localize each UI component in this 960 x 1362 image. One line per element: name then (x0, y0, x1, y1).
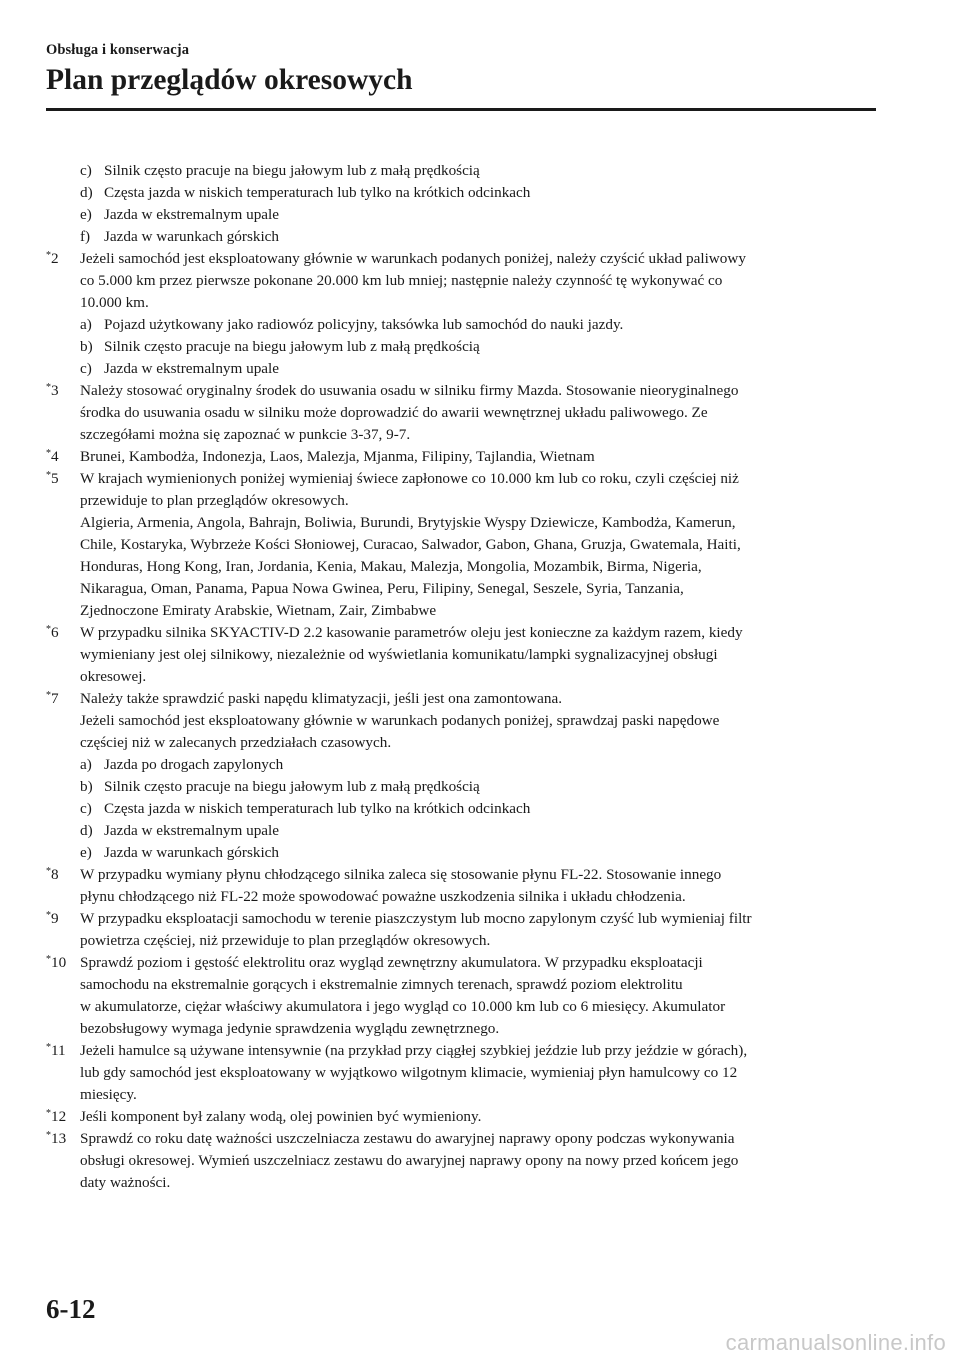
footnote-line: W przypadku eksploatacji samochodu w terenie piaszczystym lub mocno zapylonym czyść lub wymieniaj filtr (80, 910, 752, 927)
footnote-line: Algieria, Armenia, Angola, Bahrajn, Boliwia, Burundi, Brytyjskie Wyspy Dziewicze, Kambodża, Kamerun, (80, 514, 736, 531)
sub-item-text: Jazda po drogach zapylonych (104, 756, 284, 773)
footnote-marker (46, 248, 80, 314)
footnote (46, 380, 876, 446)
footnote-line: środka do usuwania osadu w silniku może doprowadzić do awarii wewnętrznej układu paliwowego. Ze (80, 404, 708, 421)
footnote-number: 6 (51, 624, 59, 641)
sub-item (46, 226, 876, 248)
sub-item-text: Silnik często pracuje na biegu jałowym lub z małą prędkością (104, 338, 480, 355)
sub-item (46, 358, 876, 380)
footnote-text (80, 380, 876, 446)
footnote-marker (46, 688, 80, 754)
footnote-line: w akumulatorze, ciężar właściwy akumulatora i jego wygląd co 10.000 km lub co 6 miesięcy. Akumulator (80, 998, 726, 1015)
sub-item-text: Częsta jazda w niskich temperaturach lub tylko na krótkich odcinkach (104, 184, 531, 201)
footnote-text (80, 908, 876, 952)
footnote-line: przewiduje to plan przeglądów okresowych. (80, 492, 349, 509)
sub-item-letter: f) (80, 228, 91, 245)
sub-item (46, 776, 876, 798)
footnote (46, 468, 876, 622)
footnote-text (80, 1106, 876, 1128)
footnote-line: okresowej. (80, 668, 147, 685)
footnote-number: 2 (51, 250, 59, 267)
section-label: Obsługa i konserwacja (46, 42, 190, 58)
footnote-line: Chile, Kostaryka, Wybrzeże Kości Słoniowej, Curacao, Salwador, Gabon, Ghana, Gruzja, Gwatemala, Haiti, (80, 536, 741, 553)
footnote-star: * (46, 910, 51, 921)
footnote-line: Należy także sprawdzić paski napędu klimatyzacji, jeśli jest ona zamontowana. (80, 690, 563, 707)
footnote-star: * (46, 382, 51, 393)
footnote-marker (46, 468, 80, 622)
footnote-number: 11 (51, 1042, 66, 1059)
footnote-marker (46, 864, 80, 908)
footnote-line: Zjednoczone Emiraty Arabskie, Wietnam, Zair, Zimbabwe (80, 602, 437, 619)
sub-item-letter: d) (80, 184, 93, 201)
footnote-number: 3 (51, 382, 59, 399)
sub-item-letter: c) (80, 360, 92, 377)
footnote-number: 9 (51, 910, 59, 927)
footnote-marker (46, 1128, 80, 1194)
footnote-number: 5 (51, 470, 59, 487)
footnote-number: 12 (51, 1108, 67, 1125)
footnote-line: co 5.000 km przez pierwsze pokonane 20.000 km lub mniej; następnie należy czynność tę wykonywać co (80, 272, 723, 289)
footnote-line: Należy stosować oryginalny środek do usuwania osadu w silniku firmy Mazda. Stosowanie nieoryginalnego (80, 382, 739, 399)
page-number: 6-12 (46, 1294, 96, 1324)
sub-item-text: Silnik często pracuje na biegu jałowym lub z małą prędkością (104, 162, 480, 179)
footnote (46, 446, 876, 468)
footnote-star: * (46, 1108, 51, 1119)
footnote-star: * (46, 1130, 51, 1141)
sub-item-text: Pojazd użytkowany jako radiowóz policyjny, taksówka lub samochód do nauki jazdy. (104, 316, 624, 333)
footnote-line: wymieniany jest olej silnikowy, niezależnie od wyświetlania komunikatu/lampki sygnalizacyjnej obsługi (80, 646, 718, 663)
footnote-star: * (46, 448, 51, 459)
sub-item-text: Jazda w ekstremalnym upale (104, 822, 280, 839)
sub-item (46, 842, 876, 864)
sub-item (46, 314, 876, 336)
footnote-line: lub gdy samochód jest eksploatowany w wyjątkowo wilgotnym klimacie, wymieniaj płyn hamulcowy co 12 (80, 1064, 738, 1081)
footnote-marker (46, 1106, 80, 1128)
footnote (46, 1040, 876, 1106)
footnote-line: częściej niż w zalecanych przedziałach czasowych. (80, 734, 392, 751)
footnote-line: samochodu na ekstremalnie gorących i ekstremalnie zimnych terenach, sprawdź poziom elektrolitu (80, 976, 683, 993)
footnote-line: powietrza częściej, niż przewiduje to plan przeglądów okresowych. (80, 932, 491, 949)
footnote-line: Jeżeli samochód jest eksploatowany głównie w warunkach podanych poniżej, sprawdzaj paski napędowe (80, 712, 720, 729)
footnote-marker (46, 952, 80, 1040)
footnote-line: Sprawdź co roku datę ważności uszczelniacza zestawu do awaryjnej naprawy opony podczas wykonywania (80, 1130, 735, 1147)
footnote-text (80, 248, 876, 314)
footnote-number: 13 (51, 1130, 67, 1147)
footnote-line: Honduras, Hong Kong, Iran, Jordania, Kenia, Makau, Malezja, Mongolia, Mozambik, Birma, Nigeria, (80, 558, 702, 575)
footnote-number: 4 (51, 448, 59, 465)
sub-item-letter: b) (80, 778, 93, 795)
footnote-text (80, 1040, 876, 1106)
footnote-line: Brunei, Kambodża, Indonezja, Laos, Malezja, Mjanma, Filipiny, Tajlandia, Wietnam (80, 448, 595, 465)
footnote-text (80, 622, 876, 688)
footnote (46, 1128, 876, 1194)
footnote-line: W krajach wymienionych poniżej wymieniaj świece zapłonowe co 10.000 km lub co roku, czyli częściej niż (80, 470, 739, 487)
footnote-text (80, 446, 876, 468)
sub-item-letter: b) (80, 338, 93, 355)
page-title: Plan przeglądów okresowych (46, 64, 413, 96)
footnote-text (80, 688, 876, 754)
sub-item-letter: c) (80, 800, 92, 817)
footnote-star: * (46, 690, 51, 701)
footnote-number: 8 (51, 866, 59, 883)
footnote-number: 10 (51, 954, 67, 971)
sub-item-letter: e) (80, 844, 92, 861)
sub-item-letter: a) (80, 756, 92, 773)
footnote-line: W przypadku wymiany płynu chłodzącego silnika zaleca się stosowanie płynu FL-22. Stosowanie innego (80, 866, 722, 883)
footnote-line: Jeżeli samochód jest eksploatowany głównie w warunkach podanych poniżej, należy czyścić układ paliwowy (80, 250, 746, 267)
footnote (46, 248, 876, 314)
sub-item (46, 182, 876, 204)
sub-item (46, 336, 876, 358)
footnote-marker (46, 908, 80, 952)
sub-item (46, 160, 876, 182)
footnote-line: płynu chłodzącego niż FL-22 może spowodować poważne uszkodzenia silnika i układu chłodzenia. (80, 888, 686, 905)
sub-item-text: Jazda w warunkach górskich (104, 844, 280, 861)
footnote-star: * (46, 250, 51, 261)
sub-item-letter: e) (80, 206, 92, 223)
sub-item-text: Jazda w warunkach górskich (104, 228, 280, 245)
footnote-line: miesięcy. (80, 1086, 137, 1103)
sub-item (46, 820, 876, 842)
footnote-line: szczegółami można się zapoznać w punkcie 3-37, 9-7. (80, 426, 411, 443)
sub-item-text: Jazda w ekstremalnym upale (104, 360, 280, 377)
footnote (46, 688, 876, 754)
sub-item (46, 754, 876, 776)
footnote-line: bezobsługowy wymaga jedynie sprawdzenia wyglądu zewnętrznego. (80, 1020, 500, 1037)
footnote-marker (46, 622, 80, 688)
footnote (46, 622, 876, 688)
footnote (46, 864, 876, 908)
footnote-star: * (46, 866, 51, 877)
sub-item-letter: d) (80, 822, 93, 839)
footnote-line: 10.000 km. (80, 294, 149, 311)
footnote (46, 908, 876, 952)
title-rule (46, 108, 876, 111)
footnote-line: daty ważności. (80, 1174, 171, 1191)
sub-item-text: Jazda w ekstremalnym upale (104, 206, 280, 223)
footnote-number: 7 (51, 690, 59, 707)
footnote (46, 952, 876, 1040)
sub-item-letter: c) (80, 162, 92, 179)
footnote-star: * (46, 1042, 51, 1053)
footnote-marker (46, 1040, 80, 1106)
footnote-text (80, 952, 876, 1040)
sub-item-letter: a) (80, 316, 92, 333)
footnote-marker (46, 446, 80, 468)
footnote-text (80, 864, 876, 908)
footnote-line: W przypadku silnika SKYACTIV-D 2.2 kasowanie parametrów oleju jest konieczne za każdym razem, kiedy (80, 624, 743, 641)
footnote-star: * (46, 470, 51, 481)
footnote-line: Jeśli komponent był zalany wodą, olej powinien być wymieniony. (80, 1108, 482, 1125)
footnote-marker (46, 380, 80, 446)
footnote-line: obsługi okresowej. Wymień uszczelniacz zestawu do awaryjnej naprawy opony na nowy przed końcem jego (80, 1152, 739, 1169)
footnote-line: Sprawdź poziom i gęstość elektrolitu oraz wygląd zewnętrzny akumulatora. W przypadku eksploatacji (80, 954, 703, 971)
sub-item-text: Częsta jazda w niskich temperaturach lub tylko na krótkich odcinkach (104, 800, 531, 817)
footnote-line: Nikaragua, Oman, Panama, Papua Nowa Gwinea, Peru, Filipiny, Senegal, Seszele, Syria, Tanzania, (80, 580, 684, 597)
sub-item-text: Silnik często pracuje na biegu jałowym lub z małą prędkością (104, 778, 480, 795)
watermark: carmanualsonline.info (725, 1330, 946, 1355)
footnote-star: * (46, 954, 51, 965)
footnote-line: Jeżeli hamulce są używane intensywnie (na przykład przy ciągłej szybkiej jeździe lub przy jeździe w górach), (80, 1042, 748, 1059)
sub-item (46, 204, 876, 226)
footnote-star: * (46, 624, 51, 635)
content-body (46, 160, 876, 1194)
footnote-text (80, 1128, 876, 1194)
sub-item (46, 798, 876, 820)
footnote-text (80, 468, 876, 622)
footnote (46, 1106, 876, 1128)
